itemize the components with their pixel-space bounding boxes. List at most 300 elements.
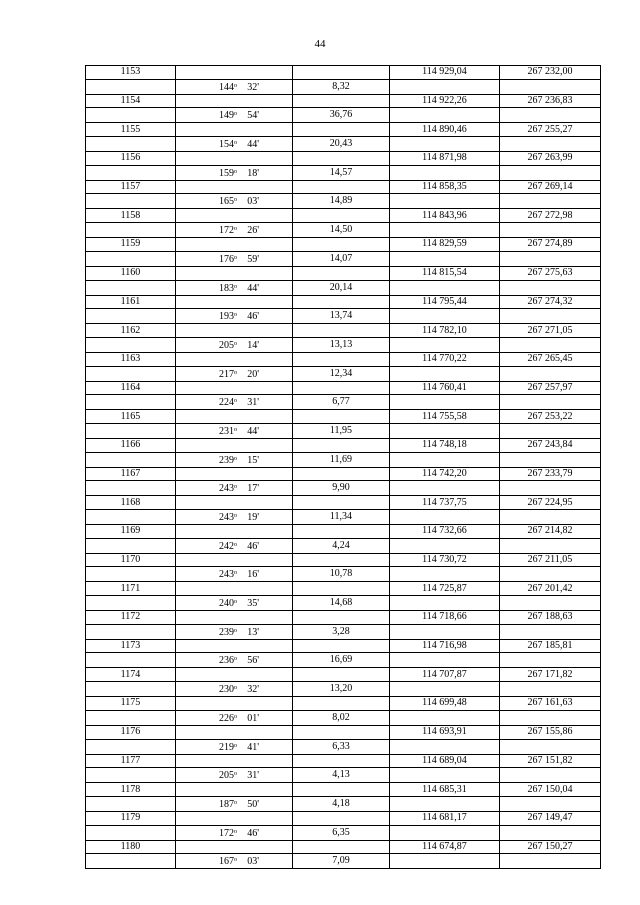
- segment-row: [86, 452, 601, 467]
- point-row: [86, 209, 601, 223]
- distance-cell: 6,35: [293, 825, 390, 840]
- distance-cell: 6,33: [293, 739, 390, 754]
- bearing-cell: [176, 223, 293, 238]
- distance-cell: 11,34: [293, 510, 390, 525]
- bearing-cell: [176, 337, 293, 352]
- point-number-cell-empty: [86, 108, 176, 123]
- segment-row: [86, 510, 601, 525]
- x-coordinate-cell-empty: [390, 452, 500, 467]
- point-number-cell: 1162: [86, 324, 176, 338]
- y-coordinate-cell: 267 155,86: [500, 725, 601, 739]
- bearing-minutes: 18': [247, 167, 259, 179]
- point-number-cell-empty: [86, 710, 176, 725]
- bearing-cell: [176, 682, 293, 697]
- y-coordinate-cell: 267 214,82: [500, 525, 601, 539]
- x-coordinate-cell-empty: [390, 825, 500, 840]
- segment-row: [86, 653, 601, 668]
- bearing-degrees: 205$^o$: [219, 770, 237, 782]
- point-row: [86, 639, 601, 653]
- y-coordinate-cell: 267 185,81: [500, 639, 601, 653]
- x-coordinate-cell: 114 732,66: [390, 525, 500, 539]
- x-coordinate-cell-empty: [390, 739, 500, 754]
- x-coordinate-cell: 114 716,98: [390, 639, 500, 653]
- bearing-minutes: 01': [247, 712, 259, 724]
- segment-row: [86, 223, 601, 238]
- point-row: [86, 496, 601, 510]
- bearing-minutes: 46': [247, 827, 259, 839]
- point-row: [86, 525, 601, 539]
- bearing-minutes: 17': [247, 483, 259, 495]
- x-coordinate-cell-empty: [390, 280, 500, 295]
- point-number-cell: 1155: [86, 123, 176, 137]
- segment-row: [86, 108, 601, 123]
- point-number-cell-empty: [86, 452, 176, 467]
- point-row: [86, 582, 601, 596]
- x-coordinate-cell: 114 782,10: [390, 324, 500, 338]
- bearing-cell: [176, 538, 293, 553]
- bearing-degrees: 239$^o$: [219, 626, 237, 638]
- bearing-degrees: 239$^o$: [219, 454, 237, 466]
- segment-row: [86, 337, 601, 352]
- x-coordinate-cell-empty: [390, 624, 500, 639]
- bearing-minutes: 19': [247, 512, 259, 523]
- distance-cell: 6,77: [293, 395, 390, 410]
- point-number-cell: 1157: [86, 180, 176, 194]
- distance-cell-empty: [293, 94, 390, 108]
- point-number-cell: 1158: [86, 209, 176, 223]
- bearing-degrees: 165$^o$: [219, 196, 237, 208]
- y-coordinate-cell: 267 274,89: [500, 238, 601, 252]
- angle-cell-empty: [176, 840, 293, 854]
- bearing-degrees: 242$^o$: [219, 540, 237, 552]
- segment-row: [86, 194, 601, 209]
- point-number-cell-empty: [86, 854, 176, 869]
- angle-cell-empty: [176, 123, 293, 137]
- point-row: [86, 553, 601, 567]
- point-number-cell: 1176: [86, 725, 176, 739]
- bearing-cell: [176, 79, 293, 94]
- y-coordinate-cell: 267 224,95: [500, 496, 601, 510]
- point-number-cell: 1163: [86, 352, 176, 366]
- x-coordinate-cell: 114 707,87: [390, 668, 500, 682]
- point-number-cell: 1159: [86, 238, 176, 252]
- distance-cell: 36,76: [293, 108, 390, 123]
- bearing-degrees: 243$^o$: [219, 483, 237, 495]
- point-number-cell: 1178: [86, 783, 176, 797]
- segment-row: [86, 567, 601, 582]
- x-coordinate-cell: 114 795,44: [390, 295, 500, 309]
- angle-cell-empty: [176, 811, 293, 825]
- point-number-cell: 1156: [86, 152, 176, 166]
- bearing-minutes: 20': [247, 368, 259, 380]
- x-coordinate-cell-empty: [390, 796, 500, 811]
- y-coordinate-cell: 267 161,63: [500, 697, 601, 711]
- y-coordinate-cell-empty: [500, 452, 601, 467]
- point-number-cell: 1164: [86, 381, 176, 395]
- angle-cell-empty: [176, 668, 293, 682]
- point-number-cell: 1161: [86, 295, 176, 309]
- bearing-cell: [176, 624, 293, 639]
- y-coordinate-cell-empty: [500, 309, 601, 324]
- bearing-minutes: 46': [247, 311, 259, 323]
- x-coordinate-cell-empty: [390, 710, 500, 725]
- distance-cell-empty: [293, 811, 390, 825]
- angle-cell-empty: [176, 496, 293, 510]
- distance-cell-empty: [293, 467, 390, 481]
- y-coordinate-cell: 267 274,32: [500, 295, 601, 309]
- point-number-cell: 1174: [86, 668, 176, 682]
- angle-cell-empty: [176, 438, 293, 452]
- x-coordinate-cell-empty: [390, 165, 500, 180]
- point-number-cell-empty: [86, 223, 176, 238]
- bearing-degrees: 217$^o$: [219, 368, 237, 380]
- segment-row: [86, 768, 601, 783]
- segment-row: [86, 280, 601, 295]
- point-number-cell-empty: [86, 768, 176, 783]
- bearing-minutes: 32': [247, 684, 259, 696]
- point-number-cell-empty: [86, 624, 176, 639]
- y-coordinate-cell-empty: [500, 710, 601, 725]
- distance-cell-empty: [293, 66, 390, 80]
- bearing-minutes: 15': [247, 454, 259, 466]
- bearing-minutes: 31': [247, 397, 259, 409]
- distance-cell-empty: [293, 295, 390, 309]
- x-coordinate-cell-empty: [390, 538, 500, 553]
- bearing-minutes: 44': [247, 139, 259, 151]
- distance-cell: 16,69: [293, 653, 390, 668]
- distance-cell-empty: [293, 381, 390, 395]
- angle-cell-empty: [176, 324, 293, 338]
- distance-cell: 10,78: [293, 567, 390, 582]
- x-coordinate-cell-empty: [390, 309, 500, 324]
- point-row: [86, 180, 601, 194]
- point-row: [86, 811, 601, 825]
- angle-cell-empty: [176, 697, 293, 711]
- bearing-cell: [176, 423, 293, 438]
- bearing-degrees: 243$^o$: [219, 512, 237, 523]
- y-coordinate-cell-empty: [500, 596, 601, 611]
- y-coordinate-cell-empty: [500, 481, 601, 496]
- bearing-degrees: 149$^o$: [219, 110, 237, 122]
- segment-row: [86, 423, 601, 438]
- distance-cell: 4,13: [293, 768, 390, 783]
- point-row: [86, 467, 601, 481]
- bearing-minutes: 41': [247, 741, 259, 753]
- y-coordinate-cell: 267 211,05: [500, 553, 601, 567]
- x-coordinate-cell: 114 689,04: [390, 754, 500, 768]
- x-coordinate-cell-empty: [390, 481, 500, 496]
- point-row: [86, 410, 601, 424]
- distance-cell: 14,57: [293, 165, 390, 180]
- point-row: [86, 94, 601, 108]
- segment-row: [86, 796, 601, 811]
- bearing-minutes: 44': [247, 425, 259, 437]
- y-coordinate-cell: 267 271,05: [500, 324, 601, 338]
- angle-cell-empty: [176, 295, 293, 309]
- bearing-cell: [176, 710, 293, 725]
- segment-row: [86, 79, 601, 94]
- point-row: [86, 840, 601, 854]
- x-coordinate-cell: 114 858,35: [390, 180, 500, 194]
- angle-cell-empty: [176, 582, 293, 596]
- bearing-degrees: 230$^o$: [219, 684, 237, 696]
- distance-cell-empty: [293, 410, 390, 424]
- bearing-cell: [176, 309, 293, 324]
- y-coordinate-cell-empty: [500, 223, 601, 238]
- point-number-cell-empty: [86, 739, 176, 754]
- x-coordinate-cell-empty: [390, 567, 500, 582]
- x-coordinate-cell: 114 699,48: [390, 697, 500, 711]
- x-coordinate-cell-empty: [390, 854, 500, 869]
- angle-cell-empty: [176, 152, 293, 166]
- distance-cell-empty: [293, 266, 390, 280]
- bearing-minutes: 32': [247, 81, 259, 93]
- x-coordinate-cell: 114 681,17: [390, 811, 500, 825]
- point-number-cell: 1175: [86, 697, 176, 711]
- distance-cell-empty: [293, 697, 390, 711]
- segment-row: [86, 624, 601, 639]
- point-number-cell: 1173: [86, 639, 176, 653]
- x-coordinate-cell-empty: [390, 423, 500, 438]
- angle-cell-empty: [176, 754, 293, 768]
- distance-cell: 7,09: [293, 854, 390, 869]
- bearing-cell: [176, 366, 293, 381]
- point-number-cell: 1170: [86, 553, 176, 567]
- y-coordinate-cell-empty: [500, 796, 601, 811]
- distance-cell: 20,14: [293, 280, 390, 295]
- point-number-cell: 1153: [86, 66, 176, 80]
- distance-cell-empty: [293, 209, 390, 223]
- bearing-cell: [176, 596, 293, 611]
- segment-row: [86, 137, 601, 152]
- distance-cell-empty: [293, 180, 390, 194]
- x-coordinate-cell-empty: [390, 395, 500, 410]
- point-row: [86, 123, 601, 137]
- x-coordinate-cell: 114 685,31: [390, 783, 500, 797]
- point-row: [86, 266, 601, 280]
- x-coordinate-cell: 114 815,54: [390, 266, 500, 280]
- bearing-minutes: 56': [247, 655, 259, 667]
- distance-cell-empty: [293, 611, 390, 625]
- x-coordinate-cell: 114 770,22: [390, 352, 500, 366]
- point-number-cell: 1160: [86, 266, 176, 280]
- y-coordinate-cell: 267 272,98: [500, 209, 601, 223]
- point-number-cell-empty: [86, 825, 176, 840]
- angle-cell-empty: [176, 525, 293, 539]
- distance-cell: 12,34: [293, 366, 390, 381]
- point-number-cell-empty: [86, 596, 176, 611]
- bearing-cell: [176, 825, 293, 840]
- y-coordinate-cell-empty: [500, 653, 601, 668]
- point-row: [86, 152, 601, 166]
- point-number-cell-empty: [86, 423, 176, 438]
- bearing-degrees: 154$^o$: [219, 139, 237, 151]
- y-coordinate-cell-empty: [500, 510, 601, 525]
- y-coordinate-cell: 267 171,82: [500, 668, 601, 682]
- angle-cell-empty: [176, 410, 293, 424]
- bearing-degrees: 236$^o$: [219, 655, 237, 667]
- segment-row: [86, 596, 601, 611]
- distance-cell: 20,43: [293, 137, 390, 152]
- x-coordinate-cell-empty: [390, 653, 500, 668]
- bearing-degrees: 172$^o$: [219, 225, 237, 237]
- point-number-cell-empty: [86, 481, 176, 496]
- distance-cell-empty: [293, 582, 390, 596]
- y-coordinate-cell-empty: [500, 79, 601, 94]
- y-coordinate-cell-empty: [500, 165, 601, 180]
- segment-row: [86, 481, 601, 496]
- point-row: [86, 352, 601, 366]
- y-coordinate-cell-empty: [500, 108, 601, 123]
- point-row: [86, 725, 601, 739]
- bearing-degrees: 226$^o$: [219, 712, 237, 724]
- bearing-degrees: 219$^o$: [219, 741, 237, 753]
- bearing-degrees: 240$^o$: [219, 598, 237, 610]
- point-row: [86, 668, 601, 682]
- angle-cell-empty: [176, 266, 293, 280]
- point-number-cell: 1171: [86, 582, 176, 596]
- bearing-degrees: 231$^o$: [219, 425, 237, 437]
- distance-cell: 14,89: [293, 194, 390, 209]
- x-coordinate-cell: 114 742,20: [390, 467, 500, 481]
- angle-cell-empty: [176, 783, 293, 797]
- x-coordinate-cell: 114 718,66: [390, 611, 500, 625]
- distance-cell: 8,02: [293, 710, 390, 725]
- distance-cell: 8,32: [293, 79, 390, 94]
- y-coordinate-cell-empty: [500, 337, 601, 352]
- bearing-cell: [176, 768, 293, 783]
- distance-cell-empty: [293, 324, 390, 338]
- y-coordinate-cell: 267 188,63: [500, 611, 601, 625]
- distance-cell-empty: [293, 123, 390, 137]
- bearing-minutes: 59': [247, 253, 259, 265]
- segment-row: [86, 366, 601, 381]
- bearing-cell: [176, 510, 293, 525]
- bearing-degrees: 243$^o$: [219, 569, 237, 581]
- distance-cell-empty: [293, 639, 390, 653]
- point-number-cell-empty: [86, 280, 176, 295]
- y-coordinate-cell: 267 257,97: [500, 381, 601, 395]
- bearing-degrees: 187$^o$: [219, 798, 237, 810]
- angle-cell-empty: [176, 94, 293, 108]
- bearing-cell: [176, 796, 293, 811]
- point-number-cell: 1165: [86, 410, 176, 424]
- point-row: [86, 783, 601, 797]
- bearing-minutes: 16': [247, 569, 259, 581]
- y-coordinate-cell-empty: [500, 366, 601, 381]
- segment-row: [86, 825, 601, 840]
- distance-cell: 14,50: [293, 223, 390, 238]
- y-coordinate-cell-empty: [500, 768, 601, 783]
- point-number-cell-empty: [86, 165, 176, 180]
- x-coordinate-cell: 114 730,72: [390, 553, 500, 567]
- x-coordinate-cell-empty: [390, 682, 500, 697]
- y-coordinate-cell-empty: [500, 395, 601, 410]
- point-number-cell-empty: [86, 395, 176, 410]
- x-coordinate-cell: 114 748,18: [390, 438, 500, 452]
- point-row: [86, 66, 601, 80]
- coordinate-table-body: [86, 66, 601, 869]
- point-number-cell: 1167: [86, 467, 176, 481]
- y-coordinate-cell: 267 263,99: [500, 152, 601, 166]
- bearing-cell: [176, 108, 293, 123]
- distance-cell-empty: [293, 840, 390, 854]
- distance-cell-empty: [293, 352, 390, 366]
- y-coordinate-cell-empty: [500, 280, 601, 295]
- point-number-cell-empty: [86, 309, 176, 324]
- angle-cell-empty: [176, 611, 293, 625]
- point-number-cell-empty: [86, 538, 176, 553]
- bearing-minutes: 46': [247, 540, 259, 552]
- y-coordinate-cell-empty: [500, 825, 601, 840]
- point-row: [86, 324, 601, 338]
- point-number-cell-empty: [86, 137, 176, 152]
- point-number-cell: 1179: [86, 811, 176, 825]
- segment-row: [86, 251, 601, 266]
- angle-cell-empty: [176, 66, 293, 80]
- y-coordinate-cell: 267 150,27: [500, 840, 601, 854]
- y-coordinate-cell: 267 269,14: [500, 180, 601, 194]
- angle-cell-empty: [176, 553, 293, 567]
- x-coordinate-cell-empty: [390, 366, 500, 381]
- y-coordinate-cell-empty: [500, 251, 601, 266]
- distance-cell-empty: [293, 438, 390, 452]
- bearing-degrees: 144$^o$: [219, 81, 237, 93]
- distance-cell: 9,90: [293, 481, 390, 496]
- y-coordinate-cell: 267 151,82: [500, 754, 601, 768]
- x-coordinate-cell-empty: [390, 596, 500, 611]
- y-coordinate-cell: 267 201,42: [500, 582, 601, 596]
- point-number-cell: 1168: [86, 496, 176, 510]
- point-number-cell: 1180: [86, 840, 176, 854]
- y-coordinate-cell: 267 236,83: [500, 94, 601, 108]
- point-row: [86, 238, 601, 252]
- point-number-cell-empty: [86, 567, 176, 582]
- distance-cell: 11,95: [293, 423, 390, 438]
- y-coordinate-cell: 267 265,45: [500, 352, 601, 366]
- point-number-cell: 1177: [86, 754, 176, 768]
- x-coordinate-cell-empty: [390, 510, 500, 525]
- point-number-cell-empty: [86, 337, 176, 352]
- y-coordinate-cell: 267 243,84: [500, 438, 601, 452]
- bearing-minutes: 31': [247, 770, 259, 782]
- distance-cell-empty: [293, 553, 390, 567]
- angle-cell-empty: [176, 381, 293, 395]
- x-coordinate-cell-empty: [390, 223, 500, 238]
- bearing-degrees: 183$^o$: [219, 282, 237, 294]
- distance-cell: 14,07: [293, 251, 390, 266]
- y-coordinate-cell-empty: [500, 624, 601, 639]
- y-coordinate-cell-empty: [500, 538, 601, 553]
- bearing-degrees: 193$^o$: [219, 311, 237, 323]
- point-row: [86, 381, 601, 395]
- point-number-cell-empty: [86, 251, 176, 266]
- bearing-cell: [176, 452, 293, 467]
- segment-row: [86, 165, 601, 180]
- y-coordinate-cell-empty: [500, 739, 601, 754]
- bearing-degrees: 224$^o$: [219, 397, 237, 409]
- distance-cell: 13,20: [293, 682, 390, 697]
- bearing-degrees: 205$^o$: [219, 339, 237, 351]
- x-coordinate-cell: 114 871,98: [390, 152, 500, 166]
- coordinate-table: [85, 65, 601, 869]
- distance-cell-empty: [293, 783, 390, 797]
- x-coordinate-cell: 114 725,87: [390, 582, 500, 596]
- segment-row: [86, 739, 601, 754]
- y-coordinate-cell-empty: [500, 682, 601, 697]
- y-coordinate-cell-empty: [500, 194, 601, 209]
- angle-cell-empty: [176, 725, 293, 739]
